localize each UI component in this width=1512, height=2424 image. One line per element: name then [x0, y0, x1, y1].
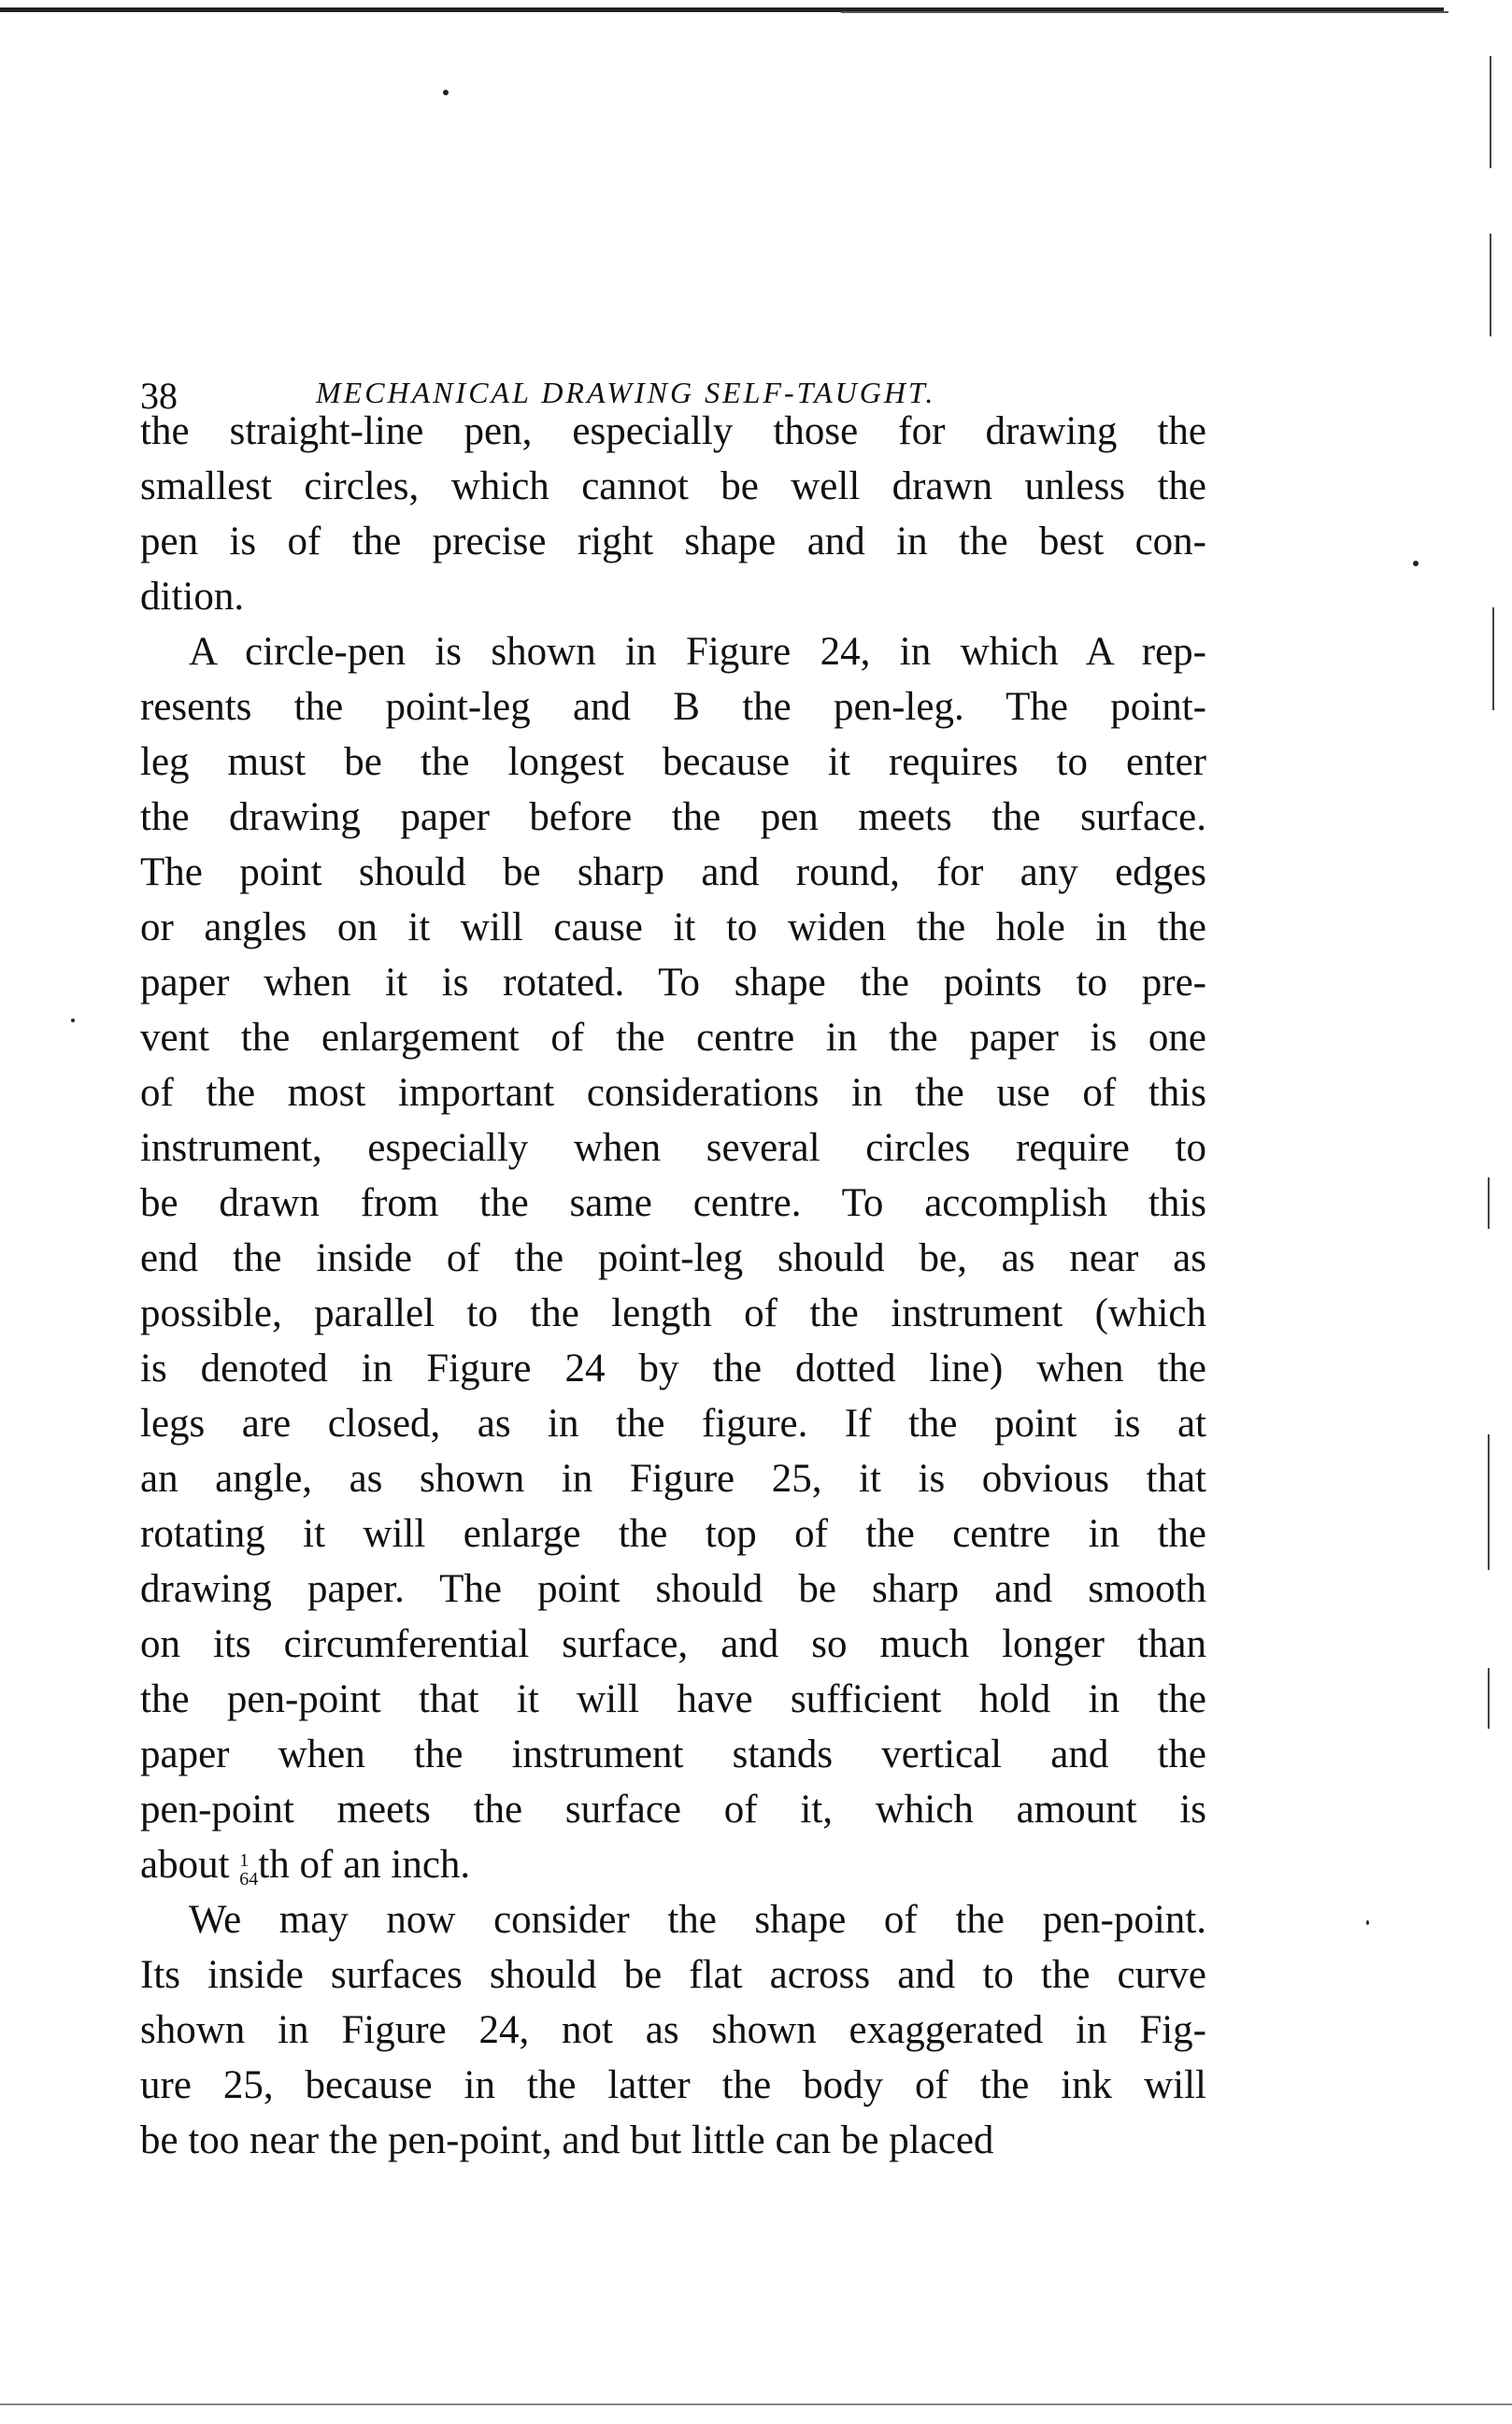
text-line: dition. [140, 575, 245, 619]
text-segment: about [140, 1843, 240, 1887]
text-line: paper when the instrument stands vertical and the [140, 1732, 1206, 1776]
paragraph [140, 1892, 1206, 2168]
page-edge-mark [1488, 1177, 1490, 1229]
speck [71, 1019, 75, 1022]
text-line: of the most important considerations in the use of this [140, 1071, 1206, 1115]
text-line: is denoted in Figure 24 by the dotted line) when the [140, 1347, 1206, 1390]
text-line [140, 1837, 1206, 1892]
text-line: pen-point meets the surface of it, which amount is [140, 1788, 1206, 1832]
text-line: on its circumferential surface, and so much longer than [140, 1622, 1206, 1666]
text-line: smallest circles, which cannot be well drawn unless the [140, 464, 1206, 508]
text-line: paper when it is rotated. To shape the points to pre- [140, 961, 1206, 1005]
text-line: possible, parallel to the length of the instrument (which [140, 1291, 1206, 1335]
paragraph [140, 624, 1206, 1892]
page-number: 38 [140, 375, 178, 417]
text-line: instrument, especially when several circles require to [140, 1126, 1206, 1170]
text-line: the pen-point that it will have sufficient hold in the [140, 1677, 1206, 1721]
paragraph [140, 404, 1206, 624]
top-rule-shadow [841, 11, 1448, 13]
text-line: vent the enlargement of the centre in the paper is one [140, 1016, 1206, 1060]
text-line: shown in Figure 24, not as shown exaggerated in Fig- [140, 2008, 1206, 2052]
fraction-denominator: 64 [239, 1869, 259, 1889]
text-segment: th of an inch. [258, 1843, 471, 1887]
fraction-numerator: 1 [239, 1850, 250, 1871]
page-edge-mark [1490, 56, 1491, 168]
text-line: the drawing paper before the pen meets the surface. [140, 795, 1206, 839]
page-edge-mark [1492, 607, 1494, 710]
text-line: The point should be sharp and round, for any edges [140, 850, 1206, 894]
text-line: Its inside surfaces should be flat across and to the curve [140, 1953, 1206, 1997]
text-line: leg must be the longest because it requires to enter [140, 740, 1206, 784]
text-line: ure 25, because in the latter the body of the ink will [140, 2063, 1206, 2107]
text-line: legs are closed, as in the figure. If the point is at [140, 1402, 1206, 1446]
text-line: rotating it will enlarge the top of the centre in the [140, 1512, 1206, 1556]
bottom-rule [0, 2403, 1512, 2405]
speck [1366, 1920, 1369, 1925]
body-text [140, 404, 1206, 2168]
text-line: We may now consider the shape of the pen-point. [189, 1898, 1206, 1942]
text-line: or angles on it will cause it to widen the hole in the [140, 905, 1206, 949]
text-line: drawing paper. The point should be sharp and smooth [140, 1567, 1206, 1611]
page-edge-mark [1488, 1434, 1490, 1570]
text-line: pen is of the precise right shape and in the best con- [140, 520, 1206, 563]
page-edge-mark [1488, 1668, 1490, 1729]
running-title: MECHANICAL DRAWING SELF-TAUGHT. [316, 376, 936, 409]
text-line: be drawn from the same centre. To accomplish this [140, 1181, 1206, 1225]
text-line: resents the point-leg and B the pen-leg. The point- [140, 685, 1206, 729]
fraction [239, 1851, 258, 1889]
speck [1413, 561, 1419, 566]
speck [443, 90, 449, 95]
text-line: end the inside of the point-leg should be, as near as [140, 1236, 1206, 1280]
text-line: A circle-pen is shown in Figure 24, in which A rep- [189, 630, 1206, 674]
text-line: the straight-line pen, especially those for drawing the [140, 409, 1206, 453]
text-line: be too near the pen-point, and but little can be placed [140, 2118, 994, 2162]
page-edge-mark [1490, 234, 1491, 336]
text-line: an angle, as shown in Figure 25, it is obvious that [140, 1457, 1206, 1501]
